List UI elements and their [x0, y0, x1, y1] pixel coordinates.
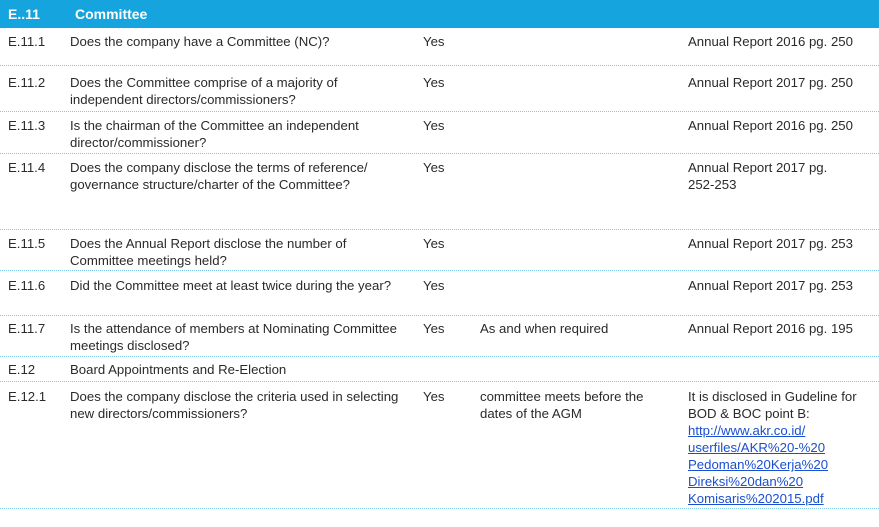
- row-question: Board Appointments and Re-Election: [70, 362, 287, 377]
- row-source-cell: [688, 388, 874, 507]
- row-source: Annual Report 2016 pg. 250: [688, 34, 853, 49]
- link-line: http://www.akr.co.id/: [688, 423, 806, 438]
- link-line: userfiles/AKR%20-%20: [688, 440, 826, 455]
- table-row: [0, 154, 879, 230]
- row-question: Does the Committee comprise of a majority of independent directors/commissioners?: [70, 75, 338, 107]
- row-answer: Yes: [423, 34, 445, 49]
- link-line: Pedoman%20Kerja%20: [688, 457, 829, 472]
- section-header: [0, 0, 879, 28]
- row-answer: Yes: [423, 278, 445, 293]
- row-code: E.12: [8, 362, 36, 377]
- row-source: Annual Report 2016 pg. 250: [688, 118, 853, 133]
- row-code: E.11.5: [8, 236, 46, 251]
- row-question: Is the attendance of members at Nominating Committee meetings disclosed?: [70, 321, 397, 353]
- guideline-link[interactable]: [688, 422, 874, 507]
- section-title: Committee: [75, 6, 148, 22]
- row-source: Annual Report 2017 pg. 253: [688, 278, 853, 293]
- row-source: Annual Report 2017 pg. 252-253: [688, 160, 828, 192]
- table-row: [0, 316, 879, 357]
- row-answer: Yes: [423, 321, 445, 336]
- row-question: Does the company have a Committee (NC)?: [70, 34, 330, 49]
- row-answer: Yes: [423, 118, 445, 133]
- row-question: Did the Committee meet at least twice during the year?: [70, 278, 392, 293]
- row-source: It is disclosed in Gudeline for BOD & BOC point B:: [688, 389, 857, 421]
- table-row: [0, 28, 879, 66]
- table-row: [0, 271, 879, 316]
- row-question: Is the chairman of the Committee an independent director/commissioner?: [70, 118, 359, 150]
- table-row: [0, 66, 879, 112]
- row-answer: Yes: [423, 236, 445, 251]
- row-question: Does the Annual Report disclose the number of Committee meetings held?: [70, 236, 347, 268]
- row-code: E.11.2: [8, 75, 46, 90]
- row-note: committee meets before the dates of the AGM: [480, 389, 644, 421]
- row-answer: Yes: [423, 75, 445, 90]
- table-row: [0, 357, 879, 382]
- row-code: E.11.3: [8, 118, 46, 133]
- row-question: Does the company disclose the terms of reference/ governance structure/charter of the Committee?: [70, 160, 368, 192]
- row-code: E.12.1: [8, 389, 47, 404]
- section-code: E..11: [8, 6, 40, 22]
- table-row: [0, 382, 879, 509]
- row-note: As and when required: [480, 321, 609, 336]
- row-code: E.11.6: [8, 278, 46, 293]
- row-code: E.11.4: [8, 160, 46, 175]
- link-line: Direksi%20dan%20: [688, 474, 804, 489]
- row-answer: Yes: [423, 160, 445, 175]
- row-source: Annual Report 2017 pg. 253: [688, 236, 853, 251]
- row-answer: Yes: [423, 389, 445, 404]
- row-source: Annual Report 2016 pg. 195: [688, 321, 853, 336]
- row-code: E.11.1: [8, 34, 46, 49]
- table-row: [0, 230, 879, 271]
- row-question: Does the company disclose the criteria used in selecting new directors/commissioners?: [70, 389, 399, 421]
- row-code: E.11.7: [8, 321, 46, 336]
- row-source: Annual Report 2017 pg. 250: [688, 75, 853, 90]
- table-row: [0, 112, 879, 154]
- link-line: Komisaris%202015.pdf: [688, 491, 824, 506]
